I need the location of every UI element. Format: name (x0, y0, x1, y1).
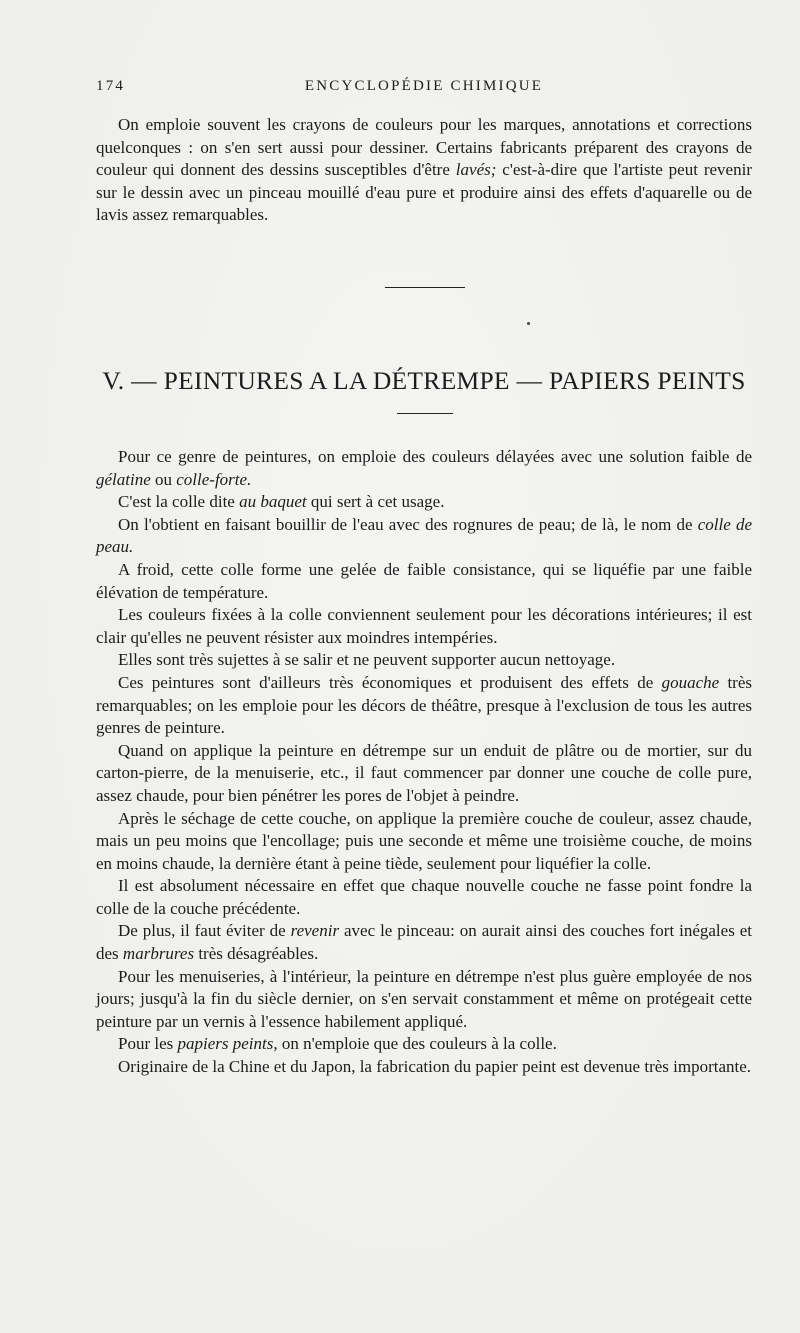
paragraph (96, 672, 752, 740)
paragraph-text: Ces peintures sont d'ailleurs très économiques et produisent des effets de (118, 672, 662, 692)
paragraph: Les couleurs fixées à la colle conviennent seulement pour les décorations intérieures; il est clair qu'elles ne peuvent résister aux moindres intempéries. (96, 605, 752, 647)
paragraph: Pour les menuiseries, à l'intérieur, la peinture en détrempe n'est plus guère employée de nos jours; jusqu'à la fin du siècle dernier, on s'en servait constamment et même on protégeait cette peinture par un vernis à l'essence habilement appliqué. (96, 966, 752, 1031)
paragraph: Il est absolument nécessaire en effet que chaque nouvelle couche ne fasse point fondre la colle de la couche précédente. (96, 876, 752, 918)
paragraph (96, 920, 752, 965)
running-title: ENCYCLOPÉDIE CHIMIQUE (304, 78, 544, 94)
intro-text-2: c'est-à-dire que l'artiste peut revenir sur le dessin avec un pinceau mouillé d'eau pure et produire ainsi des effets d'aquarelle ou de lavis assez remarquables. (96, 160, 752, 225)
intro-paragraph-block (96, 114, 752, 227)
paragraph-text: qui sert à cet usage. (306, 492, 445, 512)
section-divider-bottom (397, 413, 453, 414)
paragraph-text: De plus, il faut éviter de (118, 921, 291, 941)
section-body (96, 446, 752, 1079)
print-speck (527, 322, 530, 325)
paragraph-text: très désagréables. (194, 944, 319, 964)
paragraph (96, 1033, 752, 1056)
paragraph-text: ou (150, 469, 177, 489)
paragraph-emphasis: revenir (290, 921, 340, 941)
paragraph-text: C'est la colle dite (118, 492, 240, 512)
paragraph-text: avec le pinceau: on aurait ainsi des couches fort inégales et des (96, 921, 753, 964)
paragraph-emphasis: gélatine (96, 469, 151, 489)
paragraph-text: Pour ce genre de peintures, on emploie des couleurs délayées avec une solution faible de (118, 447, 752, 466)
paragraph-text: très remarquables; on les emploie pour les décors de théâtre, presque à l'exclusion de tous les autres genres de peinture. (96, 672, 753, 738)
intro-emphasis: lavés; (455, 160, 497, 180)
running-head (96, 78, 752, 100)
paragraph (96, 446, 752, 491)
paragraph-text: Pour les (118, 1034, 178, 1054)
paragraph (96, 514, 752, 559)
intro-paragraph (96, 114, 752, 227)
paragraph-emphasis: colle-forte. (176, 469, 252, 489)
paragraph: Originaire de la Chine et du Japon, la fabrication du papier peint est devenue très importante. (118, 1057, 752, 1077)
paragraph-emphasis: marbrures (122, 944, 195, 964)
paragraph: A froid, cette colle forme une gelée de faible consistance, qui se liquéfie par une faible élévation de température. (96, 559, 752, 602)
section-divider-top (385, 287, 465, 288)
paragraph (96, 491, 752, 514)
intro-text-1: On emploie souvent les crayons de couleurs pour les marques, annotations et corrections quelconques : on s'en sert aussi pour dessiner. Certains fabricants préparent des crayons de couleur qui donnent des dessins susceptibles d'être (96, 115, 752, 180)
paragraph-text: on n'emploie que des couleurs à la colle. (277, 1034, 557, 1054)
paragraph-emphasis: gouache (661, 672, 720, 692)
paragraph-emphasis: au baquet (239, 492, 307, 512)
paragraph: Quand on applique la peinture en détrempe sur un enduit de plâtre ou de mortier, sur du carton-pierre, de la menuiserie, etc., il faut commencer par donner une couche de colle pure, assez chaude, pour bien pénétrer les pores de l'objet à peindre. (96, 740, 752, 805)
section-heading: V. — PEINTURES A LA DÉTREMPE — PAPIERS PEINTS (102, 366, 746, 395)
paragraph-emphasis: colle de peau. (96, 514, 752, 557)
paragraph-text: On l'obtient en faisant bouillir de l'eau avec des rognures de peau; de là, le nom de (118, 514, 698, 534)
page-number: 174 (96, 78, 126, 94)
paragraph-emphasis: papiers peints, (177, 1034, 278, 1054)
paragraph: Après le séchage de cette couche, on applique la première couche de couleur, assez chaude, mais un peu moins que l'encollage; puis une seconde et même une troisième couche, de moins en moins chaude, la dernière étant à peine tiède, seulement pour liquéfier la colle. (96, 808, 752, 873)
paragraph: Elles sont très sujettes à se salir et ne peuvent supporter aucun nettoyage. (118, 650, 616, 670)
